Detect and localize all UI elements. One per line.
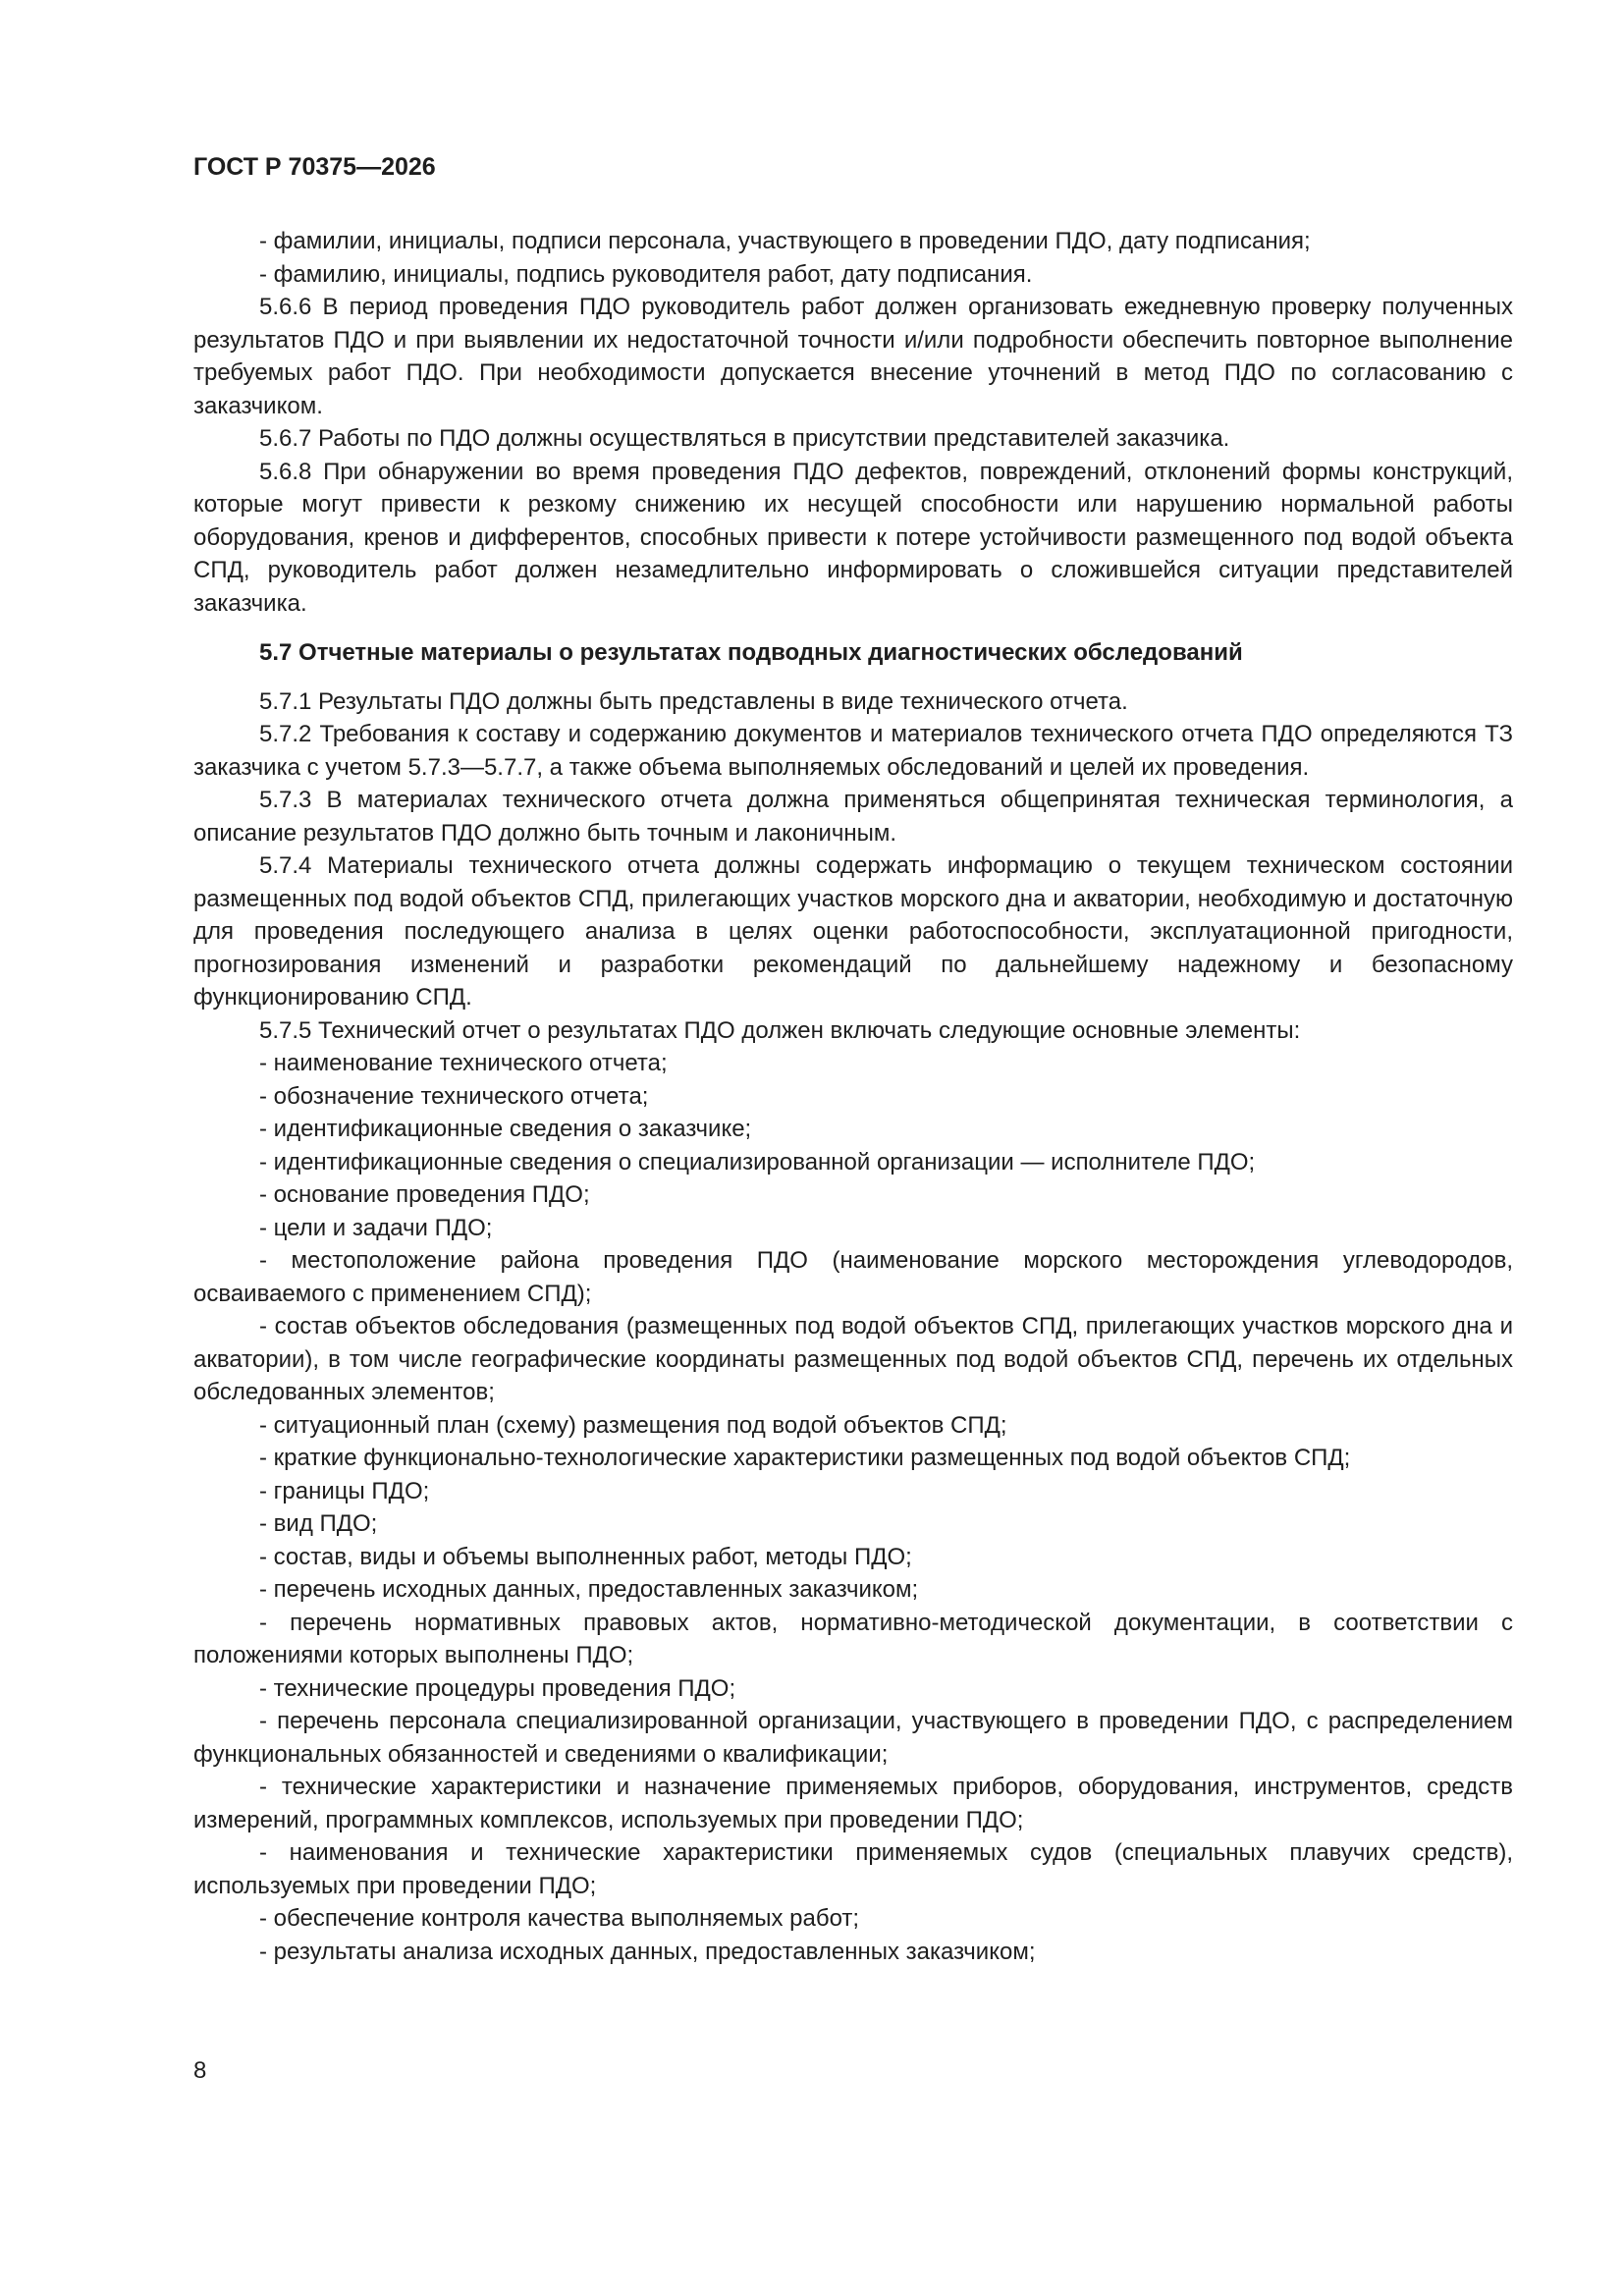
list-item: - обеспечение контроля качества выполняемых работ; [259, 1905, 860, 1932]
list-item: - перечень исходных данных, предоставленных заказчиком; [259, 1576, 919, 1603]
list-item: - фамилии, инициалы, подписи персонала, участвующего в проведении ПДО, дату подписания; [259, 228, 1311, 254]
clause-5-6-6: 5.6.6 В период проведения ПДО руководитель работ должен организовать ежедневную проверку полученных результатов ПДО и при выявлении их недостаточной точности и/или подробности обеспечить повторное выполнение требуемых работ ПДО. При необходимости допускается внесение уточнений в метод ПДО по согласованию с заказчиком. [193, 294, 1513, 419]
list-item: - наименование технического отчета; [259, 1050, 668, 1076]
document-body [193, 225, 1513, 1968]
clause-5-7-3: 5.7.3 В материалах технического отчета должна применяться общепринятая техническая терминология, а описание результатов ПДО должно быть точным и лаконичным. [193, 787, 1513, 847]
section-heading-5-7: 5.7 Отчетные материалы о результатах подводных диагностических обследований [259, 639, 1243, 666]
list-item: - перечень персонала специализированной организации, участвующего в проведении ПДО, с распределением функциональных обязанностей и сведениями о квалификации; [193, 1708, 1513, 1768]
list-item: - цели и задачи ПДО; [259, 1214, 493, 1241]
list-item: - основание проведения ПДО; [259, 1181, 590, 1208]
list-item: - ситуационный план (схему) размещения под водой объектов СПД; [259, 1411, 1007, 1439]
list-item: - идентификационные сведения о заказчике; [259, 1116, 752, 1142]
list-item: - технические процедуры проведения ПДО; [259, 1674, 736, 1702]
list-item: - состав, виды и объемы выполненных работ, методы ПДО; [259, 1543, 912, 1570]
list-item: - идентификационные сведения о специализированной организации — исполнителе ПДО; [259, 1148, 1256, 1175]
list-item: - технические характеристики и назначение применяемых приборов, оборудования, инструментов, средств измерений, программных комплексов, используемых при проведении ПДО; [193, 1774, 1513, 1833]
clause-5-6-8: 5.6.8 При обнаружении во время проведения ПДО дефектов, повреждений, отклонений формы конструкций, которые могут привести к резкому снижению их несущей способности или нарушению нормальной работы оборудования, кренов и дифферентов, способных привести к потере устойчивости размещенного под водой объекта СПД, руководитель работ должен незамедлительно информировать о сложившейся ситуации представителей заказчика. [193, 458, 1513, 617]
list-item: - состав объектов обследования (размещенных под водой объектов СПД, прилегающих участков морского дна и акватории), в том числе географические координаты размещенных под водой объектов СПД, перечень их отдельных обследованных элементов; [193, 1313, 1513, 1405]
list-item: - границы ПДО; [259, 1477, 430, 1504]
list-item: - фамилию, инициалы, подпись руководителя работ, дату подписания. [259, 260, 1033, 288]
clause-5-6-7: 5.6.7 Работы по ПДО должны осуществляться в присутствии представителей заказчика. [259, 425, 1230, 452]
document-header: ГОСТ Р 70375—2026 [193, 153, 436, 181]
list-item: - обозначение технического отчета; [259, 1082, 649, 1110]
clause-5-7-2: 5.7.2 Требования к составу и содержанию документов и материалов технического отчета ПДО определяются ТЗ заказчика с учетом 5.7.3—5.7.7, а также объема выполняемых обследований и целей их проведения. [193, 721, 1513, 781]
clause-5-7-4: 5.7.4 Материалы технического отчета должны содержать информацию о текущем техническом состоянии размещенных под водой объектов СПД, прилегающих участков морского дна и акватории, необходимую и достаточную для проведения последующего анализа в целях оценки работоспособности, эксплуатационной пригодности, прогнозирования изменений и разработки рекомендаций по дальнейшему надежному и безопасному функционированию СПД. [193, 852, 1513, 1011]
list-item: - наименования и технические характеристики применяемых судов (специальных плавучих средств), используемых при проведении ПДО; [193, 1839, 1513, 1899]
clause-5-7-5: 5.7.5 Технический отчет о результатах ПДО должен включать следующие основные элементы: [259, 1016, 1301, 1044]
list-item: - результаты анализа исходных данных, предоставленных заказчиком; [259, 1938, 1036, 1965]
list-item: - вид ПДО; [259, 1510, 378, 1537]
page-number: 8 [193, 2057, 207, 2084]
list-item: - краткие функционально-технологические характеристики размещенных под водой объектов СПД; [259, 1445, 1351, 1471]
list-item: - перечень нормативных правовых актов, нормативно-методической документации, в соответствии с положениями которых выполнены ПДО; [193, 1609, 1513, 1668]
clause-5-7-1: 5.7.1 Результаты ПДО должны быть представлены в виде технического отчета. [259, 687, 1128, 715]
list-item: - местоположение района проведения ПДО (наименование морского месторождения углеводородов, осваиваемого с применением СПД); [193, 1247, 1513, 1307]
